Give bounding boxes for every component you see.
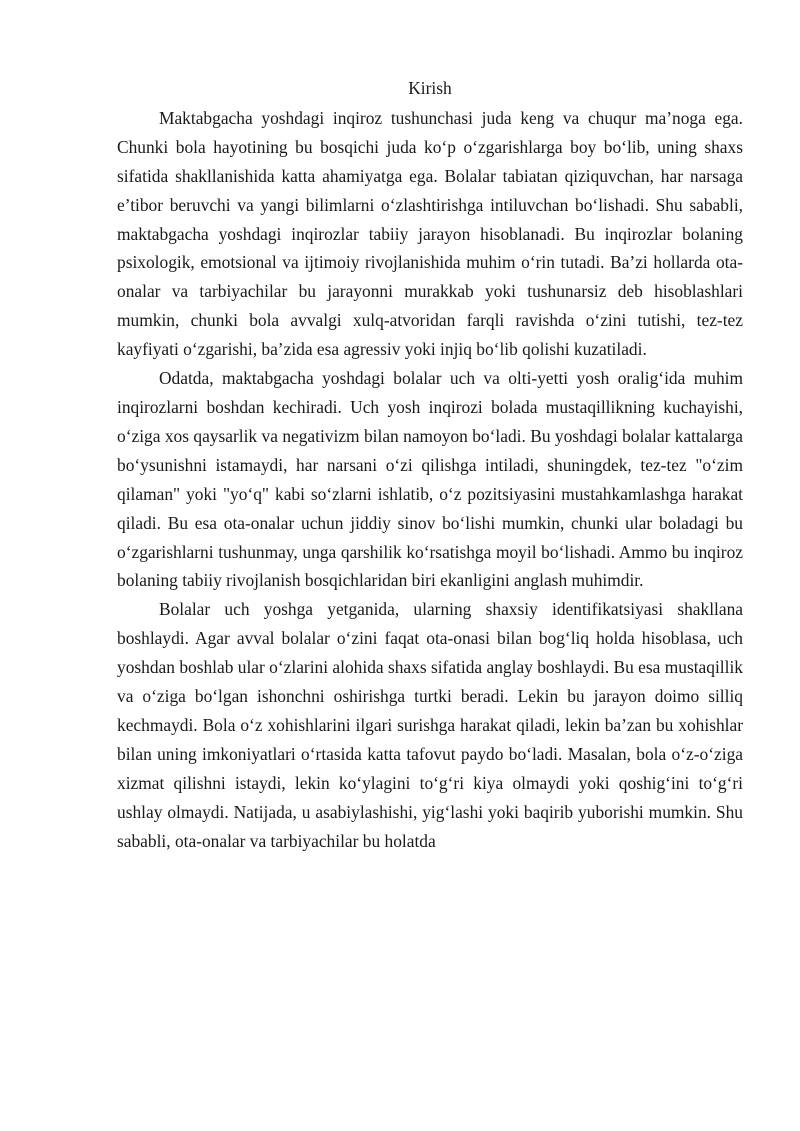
paragraph-3: Bolalar uch yoshga yetganida, ularning shaxsiy identifikatsiyasi shakllana boshlaydi. Agar avval bolalar o‘zini faqat ota-onasi bilan bog‘liq holda hisoblasa, uch yoshdan boshlab ular o‘zlarini alohida shaxs sifatida anglay boshlaydi. Bu esa mustaqillik va o‘ziga bo‘lgan ishonchni oshirishga turtki beradi. Lekin bu jarayon doimo silliq kechmaydi. Bola o‘z xohishlarini ilgari surishga harakat qiladi, lekin ba’zan bu xohishlar bilan uning imkoniyatlari o‘rtasida katta tafovut paydo bo‘ladi. Masalan, bola o‘z-o‘ziga xizmat qilishni istaydi, lekin ko‘ylagini to‘g‘ri kiya olmaydi yoki qoshig‘ini to‘g‘ri ushlay olmaydi. Natijada, u asabiylashishi, yig‘lashi yoki baqirib yuborishi mumkin. Shu sababli, ota-onalar va tarbiyachilar bu holatda bbox=[117, 599, 743, 851]
document-title: Kirish bbox=[408, 78, 452, 98]
document-body bbox=[117, 74, 743, 855]
paragraph-2: Odatda, maktabgacha yoshdagi bolalar uch va olti-yetti yosh oralig‘ida muhim inqirozlarni boshdan kechiradi. Uch yosh inqirozi bolada mustaqillikning kuchayishi, o‘ziga xos qaysarlik va negativizm bilan namoyon bo‘ladi. Bu yoshdagi bolalar kattalarga bo‘ysunishni istamaydi, har narsani o‘zi qilishga intiladi, shuningdek, tez-tez "o‘zim qilaman" yoki "yo‘q" kabi so‘zlarni ishlatib, o‘z pozitsiyasini mustahkamlashga harakat qiladi. Bu esa ota-onalar uchun jiddiy sinov bo‘lishi mumkin, chunki ular boladagi bu o‘zgarishlarni tushunmay, unga qarshilik ko‘rsatishga moyil bo‘lishadi. Ammo bu inqiroz bolaning tabiiy rivojlanish bosqichlaridan biri ekanligini anglash muhimdir. bbox=[117, 368, 743, 591]
paragraph-1: Maktabgacha yoshdagi inqiroz tushunchasi juda keng va chuqur ma’noga ega. Chunki bola hayotining bu bosqichi juda ko‘p o‘zgarishlarga boy bo‘lib, uning shaxs sifatida shakllanishida katta ahamiyatga ega. Bolalar tabiatan qiziquvchan, har narsaga e’tibor beruvchi va yangi bilimlarni o‘zlashtirishga intiluvchan bo‘lishadi. Shu sababli, maktabgacha yoshdagi inqirozlar tabiiy jarayon hisoblanadi. Bu inqirozlar bolaning psixologik, emotsional va ijtimoiy rivojlanishida muhim o‘rin tutadi. Ba’zi hollarda ota-onalar va tarbiyachilar bu jarayonni murakkab yoki tushunarsiz deb hisoblashlari mumkin, chunki bola avvalgi xulq-atvoridan farqli ravishda o‘zini tutishi, tez-tez kayfiyati o‘zgarishi, ba’zida esa agressiv yoki injiq bo‘lib qolishi kuzatiladi. bbox=[117, 107, 743, 360]
